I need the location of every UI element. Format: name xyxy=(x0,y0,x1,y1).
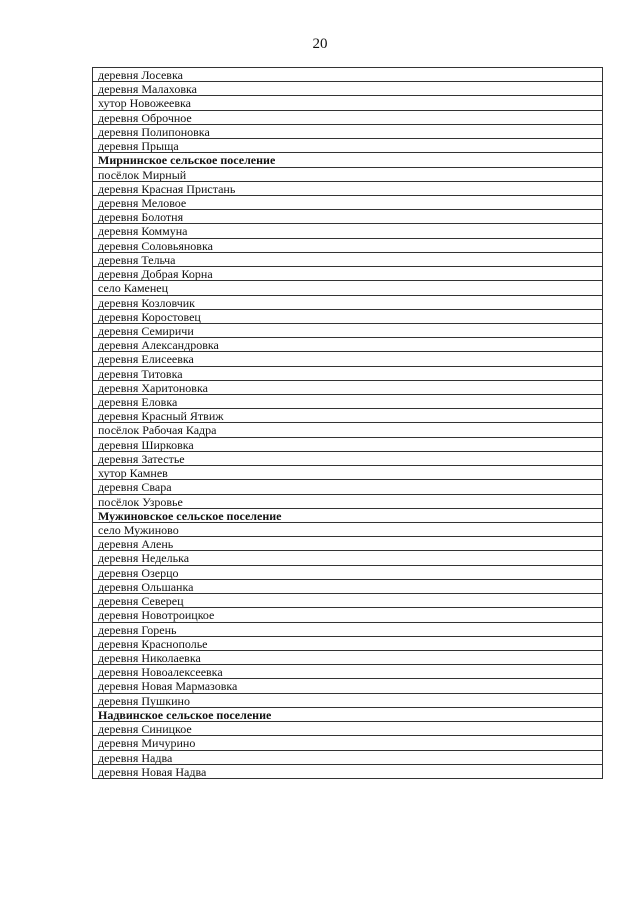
table-row: деревня Елисеевка xyxy=(93,352,602,366)
table-row: деревня Козловчик xyxy=(93,296,602,310)
table-row: деревня Новотроицкое xyxy=(93,608,602,622)
table-row: деревня Прыща xyxy=(93,139,602,153)
table-row: деревня Малаховка xyxy=(93,82,602,96)
table-row: деревня Новая Надва xyxy=(93,765,602,779)
table-row: деревня Харитоновка xyxy=(93,381,602,395)
table-row: село Мужиново xyxy=(93,523,602,537)
table-row: деревня Семиричи xyxy=(93,324,602,338)
table-row: деревня Оброчное xyxy=(93,111,602,125)
table-row: деревня Еловка xyxy=(93,395,602,409)
table-row: деревня Северец xyxy=(93,594,602,608)
table-row: деревня Лосевка xyxy=(93,68,602,82)
table-row: деревня Надва xyxy=(93,751,602,765)
table-row: деревня Затестье xyxy=(93,452,602,466)
table-row: деревня Свара xyxy=(93,480,602,494)
table-row: деревня Болотня xyxy=(93,210,602,224)
table-row: деревня Александровка xyxy=(93,338,602,352)
settlement-heading-row: Надвинское сельское поселение xyxy=(93,708,602,722)
page-number: 20 xyxy=(312,36,328,52)
table-row: деревня Меловое xyxy=(93,196,602,210)
table-row: деревня Краснополье xyxy=(93,637,602,651)
table-row: посёлок Мирный xyxy=(93,168,602,182)
table-row: деревня Добрая Корна xyxy=(93,267,602,281)
table-row: деревня Горень xyxy=(93,623,602,637)
table-row: деревня Алень xyxy=(93,537,602,551)
table-row: хутор Новожеевка xyxy=(93,96,602,110)
table-row: деревня Красная Пристань xyxy=(93,182,602,196)
table-row: посёлок Узровье xyxy=(93,495,602,509)
table-row: деревня Николаевка xyxy=(93,651,602,665)
table-row: деревня Титовка xyxy=(93,367,602,381)
table-row: деревня Полипоновка xyxy=(93,125,602,139)
table-row: деревня Тельча xyxy=(93,253,602,267)
table-row: хутор Камнев xyxy=(93,466,602,480)
table-row: деревня Коростовец xyxy=(93,310,602,324)
table-row: деревня Пушкино xyxy=(93,694,602,708)
table-row: посёлок Рабочая Кадра xyxy=(93,423,602,437)
settlement-heading-row: Мирнинское сельское поселение xyxy=(93,153,602,167)
table-row: деревня Неделька xyxy=(93,551,602,565)
table-row: деревня Синицкое xyxy=(93,722,602,736)
table-row: деревня Ширковка xyxy=(93,438,602,452)
settlement-table xyxy=(92,67,603,779)
table-row: деревня Мичурино xyxy=(93,736,602,750)
settlement-heading-row: Мужиновское сельское поселение xyxy=(93,509,602,523)
table-row: деревня Новоалексеевка xyxy=(93,665,602,679)
table-row: деревня Озерцо xyxy=(93,566,602,580)
table-row: деревня Новая Мармазовка xyxy=(93,679,602,693)
table-row: деревня Красный Ятвиж xyxy=(93,409,602,423)
table-row: деревня Коммуна xyxy=(93,224,602,238)
table-row: деревня Ольшанка xyxy=(93,580,602,594)
table-row: деревня Соловьяновка xyxy=(93,239,602,253)
table-row: село Каменец xyxy=(93,281,602,295)
